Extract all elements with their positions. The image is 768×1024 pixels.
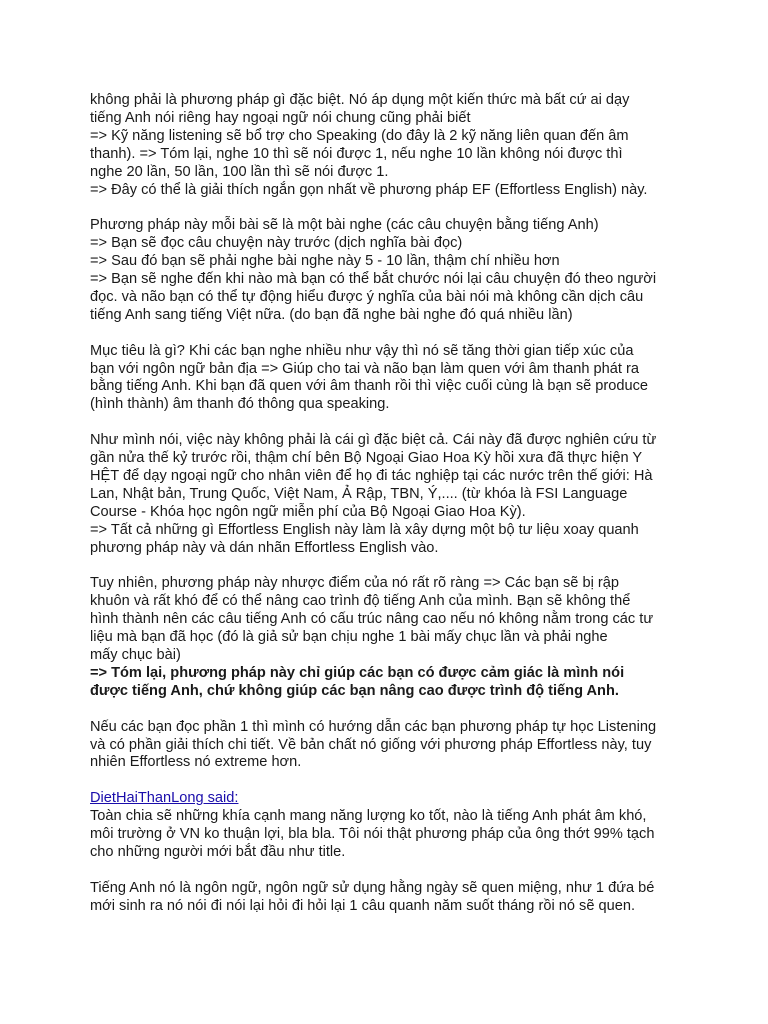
text-line: => Bạn sẽ đọc câu chuyện này trước (dịch nghĩa bài đọc) — [90, 235, 463, 252]
paragraph-ef-intro — [90, 92, 690, 199]
text-line: => Bạn sẽ nghe đến khi nào mà bạn có thể bắt chước nói lại câu chuyện đó theo người — [90, 271, 657, 288]
text-line: tiếng Anh nói riêng hay ngoại ngữ nói chung cũng phải biết — [90, 109, 471, 126]
text-line: Tuy nhiên, phương pháp này nhược điểm của nó rất rõ ràng => Các bạn sẽ bị rập — [90, 575, 619, 592]
text-line: Tiếng Anh nó là ngôn ngữ, ngôn ngữ sử dụng hằng ngày sẽ quen miệng, như 1 đứa bé — [90, 879, 655, 896]
quote-line: môi trường ở VN ko thuận lợi, bla bla. Tôi nói thật phương pháp của ông thớt 99% tạch — [90, 826, 655, 843]
paragraph-part-one-reference — [90, 719, 690, 773]
text-line: liệu mà bạn đã học (đó là giả sử bạn chịu nghe 1 bài mấy chục lần và phải nghe — [90, 629, 608, 646]
text-line: mới sinh ra nó nói đi nói lại hỏi đi hỏi lại 1 câu quanh năm suốt tháng rồi nó sẽ quen. — [90, 897, 636, 914]
text-line: Nếu các bạn đọc phần 1 thì mình có hướng dẫn các bạn phương pháp tự học Listening — [90, 718, 657, 735]
text-line: => Sau đó bạn sẽ phải nghe bài nghe này 5 - 10 lần, thậm chí nhiều hơn — [90, 253, 560, 270]
text-line: thanh). => Tóm lại, nghe 10 thì sẽ nói được 1, nếu nghe 10 lần không nói được thì — [90, 145, 623, 162]
text-line: Course - Khóa học ngôn ngữ miễn phí của Bộ Ngoại Giao Hoa Kỳ). — [90, 503, 526, 520]
text-line: nhiên Effortless nó extreme hơn. — [90, 754, 302, 771]
paragraph-goal — [90, 343, 690, 415]
text-line: => Kỹ năng listening sẽ bổ trợ cho Speaking (do đây là 2 kỹ năng liên quan đến âm — [90, 127, 629, 144]
text-line: Lan, Nhật bản, Trung Quốc, Việt Nam, Ả Rập, TBN, Ý,.... (từ khóa là FSI Language — [90, 485, 628, 502]
text-line: nghe 20 lần, 50 lần, 100 lần thì sẽ nói được 1. — [90, 163, 389, 180]
text-line: (hình thành) âm thanh đó thông qua speaking. — [90, 396, 390, 413]
text-line: bạn với ngôn ngữ bản địa => Giúp cho tai và não bạn làm quen với âm thanh phát ra — [90, 360, 639, 377]
quote-line: cho những người mới bắt đầu như title. — [90, 843, 346, 860]
text-line: => Tất cả những gì Effortless English này làm là xây dựng một bộ tư liệu xoay quanh — [90, 521, 639, 538]
paragraph-closing — [90, 880, 690, 916]
text-line: hình thành nên các câu tiếng Anh có cấu trúc nâng cao nếu nó không nằm trong các tư — [90, 611, 654, 628]
text-line: và có phần giải thích chi tiết. Về bản chất nó giống với phương pháp Effortless này, tuy — [90, 736, 652, 753]
text-line: đọc. và não bạn có thể tự động hiểu được ý nghĩa của bài nói mà không cần dịch câu — [90, 288, 644, 305]
text-line: HỆT để dạy ngoại ngữ cho nhân viên để họ đi tác nghiệp tại các nước trên thế giới: Hà — [90, 467, 653, 484]
text-line: không phải là phương pháp gì đặc biệt. Nó áp dụng một kiến thức mà bất cứ ai dạy — [90, 92, 630, 108]
paragraph-method-steps — [90, 217, 690, 324]
text-line: => Đây có thể là giải thích ngắn gọn nhất về phương pháp EF (Effortless English) này. — [90, 181, 648, 198]
text-line: khuôn và rất khó để có thể nâng cao trình độ tiếng Anh của mình. Bạn sẽ không thể — [90, 593, 631, 610]
paragraph-history — [90, 432, 690, 557]
text-line: Phương pháp này mỗi bài sẽ là một bài nghe (các câu chuyện bằng tiếng Anh) — [90, 217, 599, 234]
document-body — [90, 92, 690, 916]
quote-author-link[interactable]: DietHaiThanLong said: — [90, 790, 239, 807]
quote-block — [90, 790, 690, 862]
quote-line: Toàn chia sẽ những khía cạnh mang năng lượng ko tốt, nào là tiếng Anh phát âm khó, — [90, 808, 647, 825]
text-line: gần nửa thế kỷ trước rồi, thậm chí bên Bộ Ngoại Giao Hoa Kỳ hồi xưa đã thực hiện Y — [90, 450, 643, 467]
text-line: bằng tiếng Anh. Khi bạn đã quen với âm thanh rồi thì việc cuối cùng là bạn sẽ produce — [90, 378, 649, 395]
bold-summary-line: => Tóm lại, phương pháp này chỉ giúp các bạn có được cảm giác là mình nói — [90, 664, 625, 681]
bold-summary-line: được tiếng Anh, chứ không giúp các bạn nâng cao được trình độ tiếng Anh. — [90, 682, 619, 699]
paragraph-drawbacks — [90, 575, 690, 700]
text-line: mấy chục bài) — [90, 647, 181, 664]
text-line: Như mình nói, việc này không phải là cái gì đặc biệt cả. Cái này đã được nghiên cứu từ — [90, 432, 657, 449]
text-line: phương pháp này và dán nhãn Effortless English vào. — [90, 539, 439, 556]
text-line: Mục tiêu là gì? Khi các bạn nghe nhiều như vậy thì nó sẽ tăng thời gian tiếp xúc của — [90, 342, 634, 359]
text-line: tiếng Anh sang tiếng Việt nữa. (do bạn đã nghe bài nghe đó quá nhiều lần) — [90, 306, 573, 323]
